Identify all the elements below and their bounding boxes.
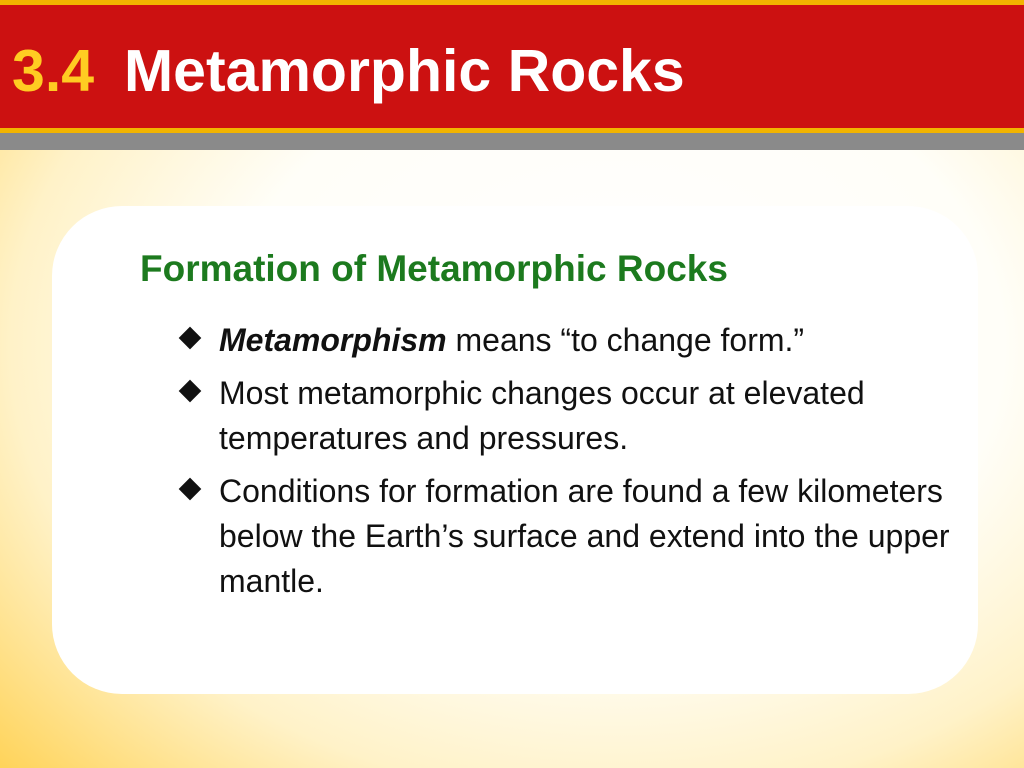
bullet-item: [178, 318, 958, 363]
bullet-list: [178, 318, 958, 612]
slide-subtitle: Formation of Metamorphic Rocks: [140, 248, 728, 289]
bullet-item: [178, 371, 958, 461]
title-row: [12, 35, 685, 107]
page-title: Metamorphic Rocks: [124, 38, 685, 104]
header-bar: [0, 0, 1024, 133]
bullet-term: Metamorphism: [219, 322, 447, 358]
diamond-icon: [179, 327, 202, 350]
bullet-text: Conditions for formation are found a few kilometers below the Earth’s surface and extend into the upper mantle.: [219, 473, 950, 599]
bullet-text: Most metamorphic changes occur at elevated temperatures and pressures.: [219, 375, 865, 456]
bullet-text: means “to change form.”: [446, 322, 805, 358]
section-number: 3.4: [12, 38, 95, 104]
bullet-item: [178, 469, 958, 604]
diamond-icon: [179, 478, 202, 501]
diamond-icon: [179, 380, 202, 403]
